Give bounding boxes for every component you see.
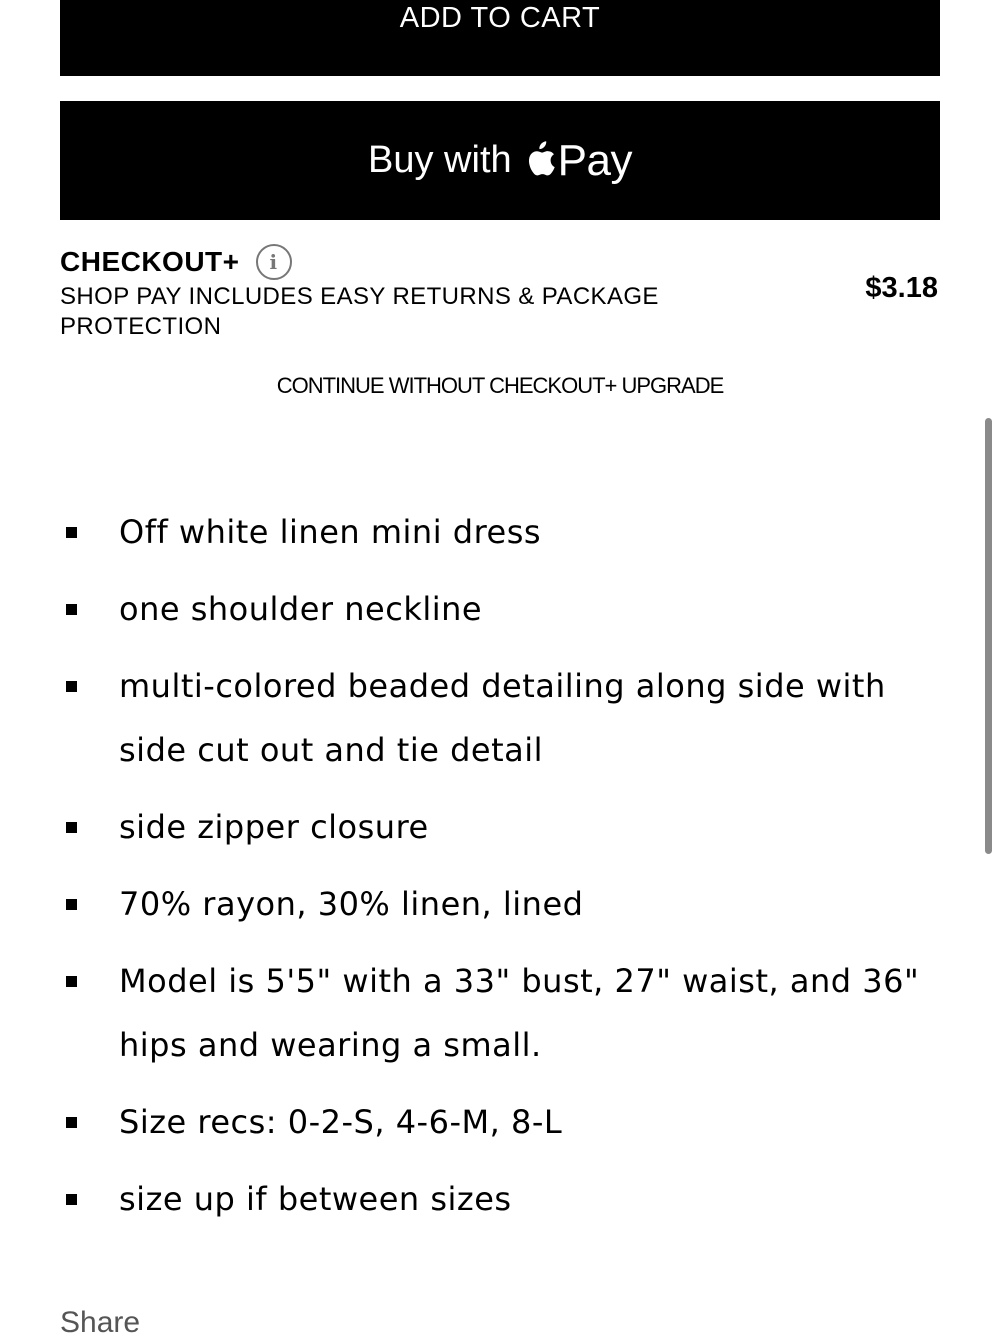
bullet-icon (66, 1194, 77, 1205)
list-item-text: multi-colored beaded detailing along side with side cut out and tie detail (119, 667, 886, 769)
list-item (0, 872, 960, 936)
bullet-icon (66, 1117, 77, 1128)
bullet-icon (66, 604, 77, 615)
pay-label: Pay (557, 135, 632, 185)
scrollbar[interactable] (985, 418, 992, 854)
list-item (0, 1167, 960, 1231)
buy-with-label: Buy with (368, 139, 512, 181)
bullet-icon (66, 527, 77, 538)
checkout-plus-price: $3.18 (865, 272, 938, 304)
product-details-list (0, 500, 960, 1244)
bullet-icon (66, 681, 77, 692)
list-item (0, 577, 960, 641)
list-item-text: Off white linen mini dress (119, 513, 542, 551)
bullet-icon (66, 822, 77, 833)
info-icon[interactable]: i (256, 244, 292, 280)
list-item (0, 500, 960, 564)
list-item-text: 70% rayon, 30% linen, lined (119, 885, 584, 923)
checkout-plus-heading (60, 244, 292, 280)
checkout-plus-title: CHECKOUT+ (60, 246, 240, 277)
add-to-cart-button[interactable]: ADD TO CART (60, 0, 940, 76)
checkout-plus-description: SHOP PAY INCLUDES EASY RETURNS & PACKAGE PROTECTION (60, 283, 659, 340)
list-item-text: one shoulder neckline (119, 590, 483, 628)
list-item (0, 795, 960, 859)
apple-logo-icon (524, 140, 556, 178)
list-item (0, 949, 960, 1077)
buy-with-apple-pay-button[interactable] (60, 101, 940, 220)
list-item-text: size up if between sizes (119, 1180, 512, 1218)
share-label[interactable]: Share (60, 1306, 141, 1339)
continue-without-upgrade-link[interactable]: CONTINUE WITHOUT CHECKOUT+ UPGRADE (276, 373, 724, 398)
list-item (0, 1090, 960, 1154)
bullet-icon (66, 899, 77, 910)
list-item-text: Size recs: 0-2-S, 4-6-M, 8-L (119, 1103, 563, 1141)
list-item (0, 654, 960, 782)
list-item-text: side zipper closure (119, 808, 429, 846)
bullet-icon (66, 976, 77, 987)
list-item-text: Model is 5'5" with a 33" bust, 27" waist, and 36" hips and wearing a small. (119, 962, 920, 1064)
